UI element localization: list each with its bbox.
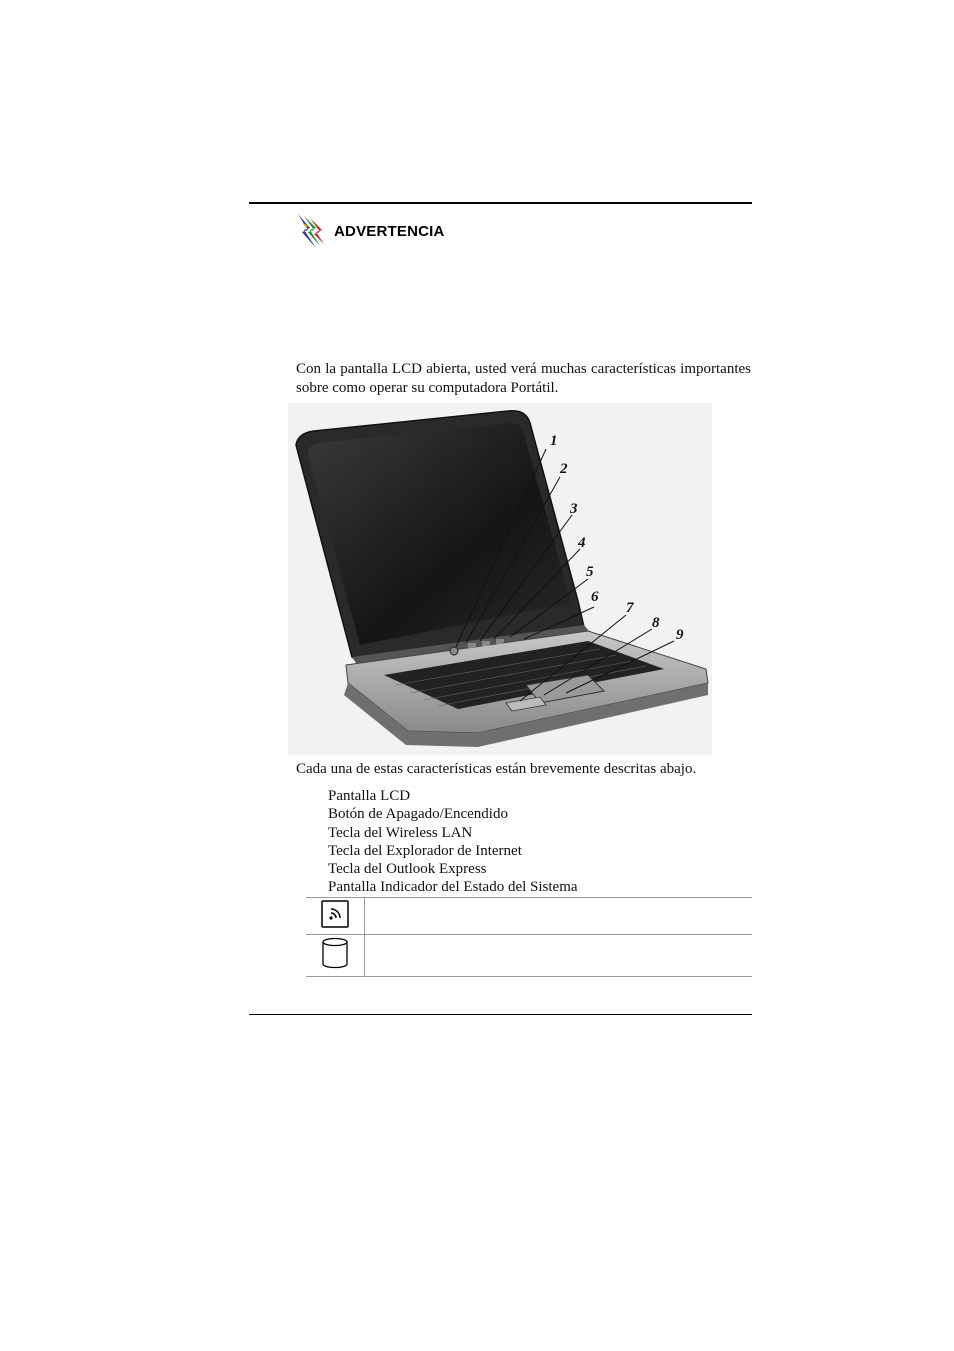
callout-1: 1 (550, 433, 558, 449)
warning-header (296, 212, 445, 250)
callout-7: 7 (626, 600, 634, 616)
wireless-icon (321, 900, 349, 928)
description-cell (365, 935, 753, 977)
callout-2: 2 (560, 461, 568, 477)
callout-5: 5 (586, 564, 594, 580)
laptop-illustration (288, 403, 712, 755)
warning-title: ADVERTENCIA (334, 222, 445, 240)
callout-8: 8 (652, 615, 660, 631)
warning-logo-icon (296, 212, 326, 250)
callout-3: 3 (570, 501, 578, 517)
list-item: Pantalla Indicador del Estado del Sistema (328, 879, 578, 896)
icon-cell (306, 898, 365, 935)
intro-paragraph: Con la pantalla LCD abierta, usted verá muchas características importantes sobre como operar su computadora Portátil. (296, 361, 751, 396)
hard-disk-icon (321, 937, 349, 969)
list-item: Pantalla LCD (328, 788, 411, 804)
list-item: Botón de Apagado/Encendido (328, 806, 508, 823)
list-item: Tecla del Outlook Express (328, 861, 487, 878)
callout-9: 9 (676, 627, 684, 643)
table-row (306, 898, 752, 935)
laptop-drawing (288, 403, 712, 755)
description-cell (365, 898, 753, 935)
list-item: Tecla del Explorador de Internet (328, 842, 522, 859)
table-row (306, 935, 752, 977)
bottom-rule (249, 1014, 752, 1015)
callout-6: 6 (591, 589, 599, 605)
figure-caption: Cada una de estas características están brevemente descritas abajo. (296, 761, 697, 777)
status-icon-table (306, 897, 752, 977)
callout-4: 4 (578, 535, 586, 551)
list-item: Tecla del Wireless LAN (328, 824, 473, 841)
top-rule (249, 202, 752, 204)
feature-list (328, 787, 578, 897)
icon-cell (306, 935, 365, 977)
